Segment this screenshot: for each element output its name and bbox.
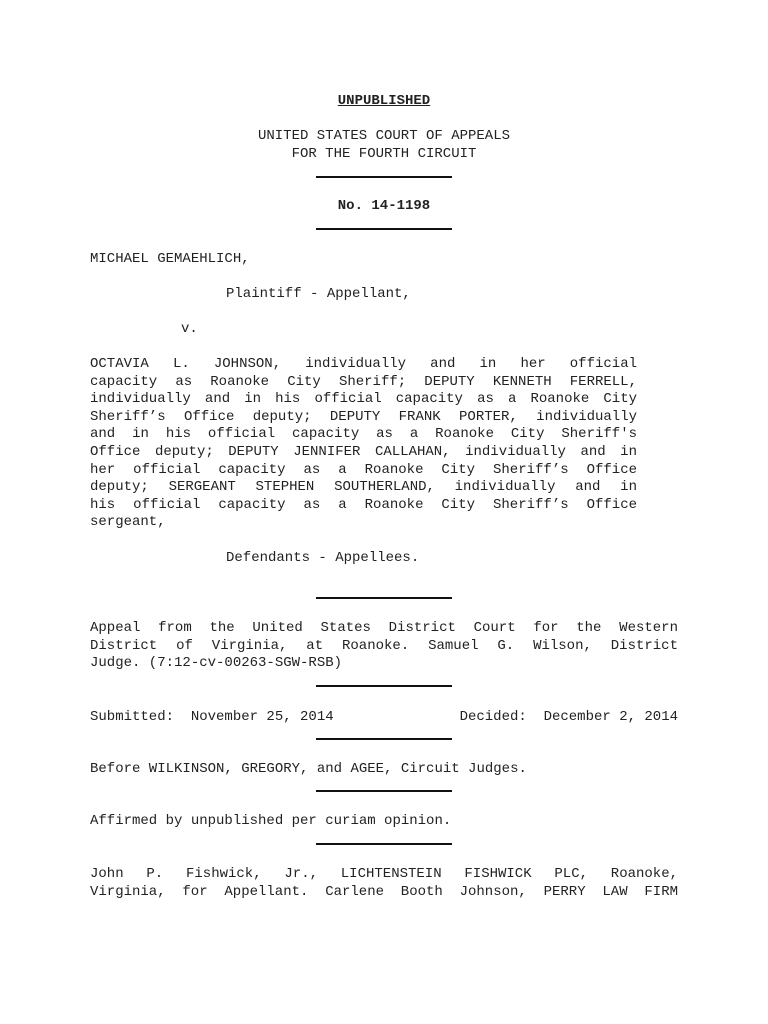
divider bbox=[316, 843, 452, 845]
defendants-line: her official capacity as a Roanoke City Sheriff’s Office bbox=[90, 461, 637, 478]
divider bbox=[316, 790, 452, 792]
dates-row bbox=[90, 708, 678, 726]
defendants-role: Defendants - Appellees. bbox=[226, 550, 420, 566]
plaintiff-name: MICHAEL GEMAEHLICH, bbox=[90, 251, 250, 267]
appeal-paragraph bbox=[90, 620, 678, 673]
defendants-line: Sheriff’s Office deputy; DEPUTY FRANK PORTER, individually bbox=[90, 408, 637, 425]
defendants-line: capacity as Roanoke City Sheriff; DEPUTY KENNETH FERRELL, bbox=[90, 373, 637, 390]
case-number: No. 14-1198 bbox=[337, 198, 431, 214]
divider bbox=[316, 685, 452, 687]
divider bbox=[316, 597, 452, 599]
panel-judges: Before WILKINSON, GREGORY, and AGEE, Circuit Judges. bbox=[90, 761, 527, 777]
court-name-line1: UNITED STATES COURT OF APPEALS bbox=[257, 128, 511, 144]
defendants-line: his official capacity as a Roanoke City Sheriff’s Office bbox=[90, 496, 637, 513]
versus: v. bbox=[181, 321, 198, 337]
counsel-line: John P. Fishwick, Jr., LICHTENSTEIN FISHWICK PLC, Roanoke, bbox=[90, 866, 678, 882]
defendants-list bbox=[90, 356, 637, 532]
appeal-line: District of Virginia, at Roanoke. Samuel G. Wilson, District bbox=[90, 637, 678, 654]
appeal-line: Judge. (7:12-cv-00263-SGW-RSB) bbox=[90, 655, 343, 672]
plaintiff-role: Plaintiff - Appellant, bbox=[226, 286, 411, 302]
counsel-paragraph bbox=[90, 866, 678, 901]
counsel-line: Virginia, for Appellant. Carlene Booth Johnson, PERRY LAW FIRM bbox=[90, 883, 678, 900]
unpublished-label: UNPUBLISHED bbox=[337, 93, 431, 109]
defendants-line: OCTAVIA L. JOHNSON, individually and in her official bbox=[90, 356, 637, 372]
court-name-line2: FOR THE FOURTH CIRCUIT bbox=[291, 146, 477, 162]
divider bbox=[316, 738, 452, 740]
divider bbox=[316, 176, 452, 178]
defendants-line: individually and in his official capacity as a Roanoke City bbox=[90, 391, 637, 408]
defendants-line: Office deputy; DEPUTY JENNIFER CALLAHAN, individually and in bbox=[90, 443, 637, 460]
appeal-line: Appeal from the United States District Court for the Western bbox=[90, 620, 678, 636]
submitted-date: Submitted: November 25, 2014 bbox=[90, 709, 334, 725]
divider bbox=[316, 228, 452, 230]
defendants-line: sergeant, bbox=[90, 514, 166, 531]
decided-date: Decided: December 2, 2014 bbox=[459, 709, 678, 725]
defendants-line: and in his official capacity as a Roanoke City Sheriff's bbox=[90, 426, 637, 443]
disposition: Affirmed by unpublished per curiam opinion. bbox=[90, 813, 452, 829]
defendants-line: deputy; SERGEANT STEPHEN SOUTHERLAND, individually and in bbox=[90, 479, 637, 496]
